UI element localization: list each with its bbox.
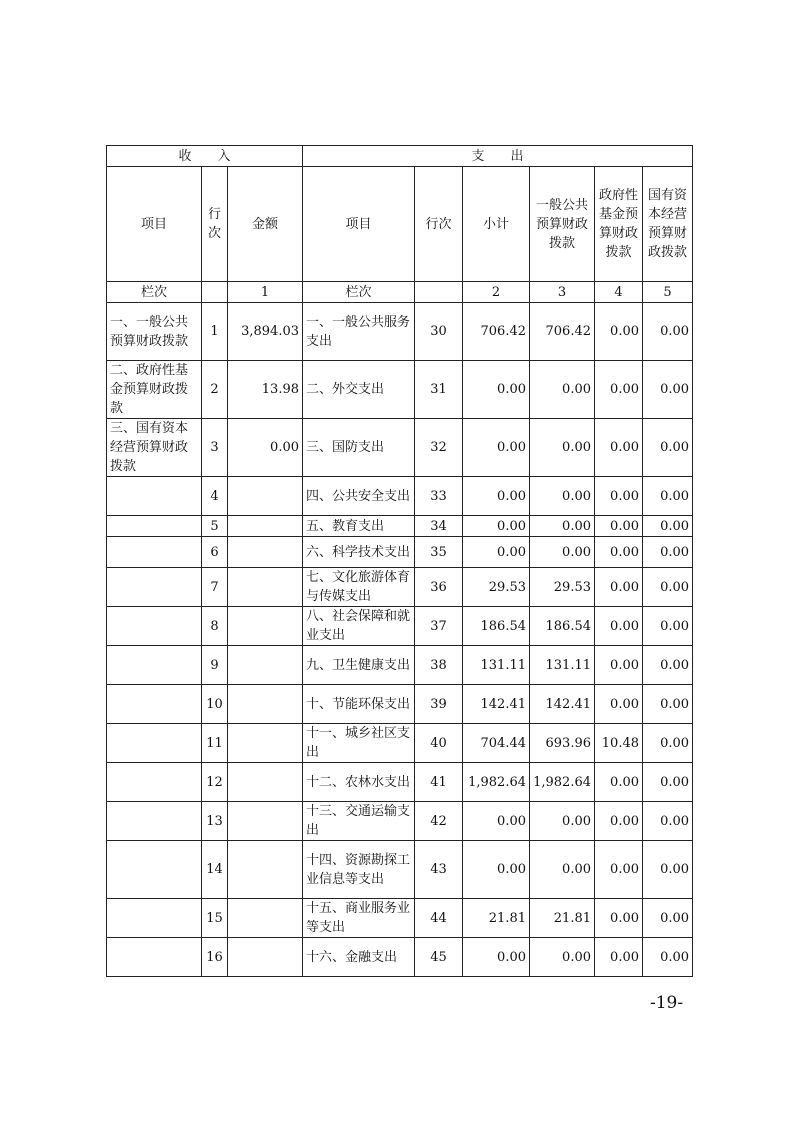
subtotal-cell: 0.00 — [463, 477, 530, 516]
income-row-cell: 7 — [202, 568, 228, 607]
general-budget-cell: 0.00 — [530, 802, 595, 841]
general-budget-cell: 693.96 — [530, 724, 595, 763]
general-budget-cell: 0.00 — [530, 361, 595, 419]
expense-item-cell: 二、外交支出 — [303, 361, 415, 419]
income-item-cell — [107, 568, 202, 607]
income-row-cell: 15 — [202, 899, 228, 938]
expense-row-cell: 34 — [415, 516, 463, 537]
gov-fund-cell: 0.00 — [595, 841, 643, 899]
subtotal-cell: 0.00 — [463, 841, 530, 899]
table-row — [107, 802, 693, 841]
table-row — [107, 938, 693, 977]
income-row-cell: 11 — [202, 724, 228, 763]
state-capital-cell: 0.00 — [643, 724, 693, 763]
income-item-cell: 二、政府性基金预算财政拨款 — [107, 361, 202, 419]
income-row-cell: 3 — [202, 419, 228, 477]
table-row — [107, 516, 693, 537]
general-budget-cell: 186.54 — [530, 607, 595, 646]
income-amount-cell — [228, 646, 303, 685]
gov-fund-cell: 0.00 — [595, 685, 643, 724]
income-amount-cell: 13.98 — [228, 361, 303, 419]
table-row — [107, 361, 693, 419]
state-capital-cell: 0.00 — [643, 607, 693, 646]
general-budget-cell: 0.00 — [530, 938, 595, 977]
income-row-cell: 12 — [202, 763, 228, 802]
expense-item-cell: 十二、农林水支出 — [303, 763, 415, 802]
expense-row-cell: 40 — [415, 724, 463, 763]
income-amount-cell — [228, 607, 303, 646]
expense-row-cell: 45 — [415, 938, 463, 977]
col-state-capital: 国有资本经营预算财政拨款 — [643, 167, 693, 282]
income-row-cell: 1 — [202, 303, 228, 361]
expense-item-cell: 三、国防支出 — [303, 419, 415, 477]
gov-fund-cell: 0.00 — [595, 899, 643, 938]
state-capital-cell: 0.00 — [643, 646, 693, 685]
income-row-cell: 16 — [202, 938, 228, 977]
income-row-cell: 4 — [202, 477, 228, 516]
col-index-empty — [202, 282, 228, 303]
income-amount-cell — [228, 763, 303, 802]
expense-item-cell: 十一、城乡社区支出 — [303, 724, 415, 763]
gov-fund-cell: 0.00 — [595, 303, 643, 361]
expense-row-cell: 31 — [415, 361, 463, 419]
state-capital-cell: 0.00 — [643, 303, 693, 361]
income-item-cell — [107, 685, 202, 724]
table-row — [107, 568, 693, 607]
col-index-label: 栏次 — [107, 282, 202, 303]
col-index-empty-2 — [415, 282, 463, 303]
expense-item-cell: 六、科学技术支出 — [303, 537, 415, 568]
expense-row-cell: 33 — [415, 477, 463, 516]
income-item-cell — [107, 841, 202, 899]
income-amount-cell: 3,894.03 — [228, 303, 303, 361]
state-capital-cell: 0.00 — [643, 537, 693, 568]
section-header-row — [107, 146, 693, 167]
income-item-cell — [107, 477, 202, 516]
gov-fund-cell: 0.00 — [595, 568, 643, 607]
state-capital-cell: 0.00 — [643, 763, 693, 802]
gov-fund-cell: 0.00 — [595, 646, 643, 685]
table-row — [107, 685, 693, 724]
expense-item-cell: 一、一般公共服务支出 — [303, 303, 415, 361]
expense-header: 支 出 — [303, 146, 693, 167]
col-general: 一般公共预算财政拨款 — [530, 167, 595, 282]
gov-fund-cell: 0.00 — [595, 763, 643, 802]
income-row-cell: 8 — [202, 607, 228, 646]
general-budget-cell: 0.00 — [530, 419, 595, 477]
table-row — [107, 303, 693, 361]
expense-row-cell: 44 — [415, 899, 463, 938]
general-budget-cell: 131.11 — [530, 646, 595, 685]
col-item: 项目 — [107, 167, 202, 282]
state-capital-cell: 0.00 — [643, 477, 693, 516]
expense-item-cell: 十四、资源勘探工业信息等支出 — [303, 841, 415, 899]
income-item-cell — [107, 802, 202, 841]
page-number: -19- — [650, 993, 684, 1013]
col-row2: 行次 — [415, 167, 463, 282]
income-amount-cell — [228, 938, 303, 977]
col-gov-fund: 政府性基金预算财政拨款 — [595, 167, 643, 282]
expense-row-cell: 39 — [415, 685, 463, 724]
table-row — [107, 841, 693, 899]
general-budget-cell: 0.00 — [530, 477, 595, 516]
general-budget-cell: 21.81 — [530, 899, 595, 938]
state-capital-cell: 0.00 — [643, 802, 693, 841]
gov-fund-cell: 0.00 — [595, 477, 643, 516]
col-index-2: 2 — [463, 282, 530, 303]
expense-row-cell: 30 — [415, 303, 463, 361]
subtotal-cell: 186.54 — [463, 607, 530, 646]
subtotal-cell: 0.00 — [463, 516, 530, 537]
subtotal-cell: 131.11 — [463, 646, 530, 685]
state-capital-cell: 0.00 — [643, 361, 693, 419]
table-row — [107, 607, 693, 646]
state-capital-cell: 0.00 — [643, 841, 693, 899]
column-index-row — [107, 282, 693, 303]
income-amount-cell: 0.00 — [228, 419, 303, 477]
income-amount-cell — [228, 841, 303, 899]
subtotal-cell: 0.00 — [463, 537, 530, 568]
expense-row-cell: 37 — [415, 607, 463, 646]
expense-item-cell: 四、公共安全支出 — [303, 477, 415, 516]
income-item-cell — [107, 899, 202, 938]
subtotal-cell: 0.00 — [463, 802, 530, 841]
col-index-3: 3 — [530, 282, 595, 303]
gov-fund-cell: 0.00 — [595, 516, 643, 537]
income-amount-cell — [228, 685, 303, 724]
income-item-cell — [107, 763, 202, 802]
income-item-cell — [107, 646, 202, 685]
expense-item-cell: 八、社会保障和就业支出 — [303, 607, 415, 646]
gov-fund-cell: 10.48 — [595, 724, 643, 763]
income-amount-cell — [228, 537, 303, 568]
expense-row-cell: 43 — [415, 841, 463, 899]
subtotal-cell: 29.53 — [463, 568, 530, 607]
income-row-cell: 5 — [202, 516, 228, 537]
state-capital-cell: 0.00 — [643, 899, 693, 938]
income-row-cell: 14 — [202, 841, 228, 899]
income-item-cell: 一、一般公共预算财政拨款 — [107, 303, 202, 361]
expense-item-cell: 十五、商业服务业等支出 — [303, 899, 415, 938]
expense-row-cell: 36 — [415, 568, 463, 607]
table-row — [107, 724, 693, 763]
col-index-4: 4 — [595, 282, 643, 303]
income-item-cell: 三、国有资本经营预算财政拨款 — [107, 419, 202, 477]
expense-item-cell: 七、文化旅游体育与传媒支出 — [303, 568, 415, 607]
general-budget-cell: 0.00 — [530, 841, 595, 899]
gov-fund-cell: 0.00 — [595, 607, 643, 646]
income-item-cell — [107, 537, 202, 568]
income-row-cell: 6 — [202, 537, 228, 568]
income-amount-cell — [228, 802, 303, 841]
col-amount: 金额 — [228, 167, 303, 282]
gov-fund-cell: 0.00 — [595, 537, 643, 568]
table-row — [107, 537, 693, 568]
subtotal-cell: 0.00 — [463, 361, 530, 419]
gov-fund-cell: 0.00 — [595, 419, 643, 477]
income-header: 收 入 — [107, 146, 303, 167]
income-item-cell — [107, 607, 202, 646]
general-budget-cell: 0.00 — [530, 516, 595, 537]
subtotal-cell: 0.00 — [463, 419, 530, 477]
subtotal-cell: 142.41 — [463, 685, 530, 724]
subtotal-cell: 21.81 — [463, 899, 530, 938]
expense-item-cell: 五、教育支出 — [303, 516, 415, 537]
table-row — [107, 419, 693, 477]
income-row-cell: 13 — [202, 802, 228, 841]
table-row — [107, 899, 693, 938]
income-amount-cell — [228, 724, 303, 763]
col-subtotal: 小计 — [463, 167, 530, 282]
table-body — [107, 303, 693, 977]
state-capital-cell: 0.00 — [643, 938, 693, 977]
state-capital-cell: 0.00 — [643, 516, 693, 537]
income-amount-cell — [228, 477, 303, 516]
expense-row-cell: 41 — [415, 763, 463, 802]
col-item2: 项目 — [303, 167, 415, 282]
subtotal-cell: 704.44 — [463, 724, 530, 763]
general-budget-cell: 1,982.64 — [530, 763, 595, 802]
state-capital-cell: 0.00 — [643, 685, 693, 724]
col-index-5: 5 — [643, 282, 693, 303]
income-row-cell: 2 — [202, 361, 228, 419]
gov-fund-cell: 0.00 — [595, 361, 643, 419]
table-row — [107, 646, 693, 685]
col-row: 行次 — [202, 167, 228, 282]
income-row-cell: 9 — [202, 646, 228, 685]
state-capital-cell: 0.00 — [643, 419, 693, 477]
expense-row-cell: 32 — [415, 419, 463, 477]
income-item-cell — [107, 516, 202, 537]
subtotal-cell: 706.42 — [463, 303, 530, 361]
general-budget-cell: 706.42 — [530, 303, 595, 361]
expense-item-cell: 十六、金融支出 — [303, 938, 415, 977]
column-header-row — [107, 167, 693, 282]
table-row — [107, 763, 693, 802]
expense-row-cell: 38 — [415, 646, 463, 685]
expense-item-cell: 十三、交通运输支出 — [303, 802, 415, 841]
subtotal-cell: 1,982.64 — [463, 763, 530, 802]
expense-item-cell: 十、节能环保支出 — [303, 685, 415, 724]
general-budget-cell: 0.00 — [530, 537, 595, 568]
col-index-1: 1 — [228, 282, 303, 303]
expense-row-cell: 35 — [415, 537, 463, 568]
general-budget-cell: 142.41 — [530, 685, 595, 724]
state-capital-cell: 0.00 — [643, 568, 693, 607]
income-amount-cell — [228, 568, 303, 607]
gov-fund-cell: 0.00 — [595, 802, 643, 841]
expense-row-cell: 42 — [415, 802, 463, 841]
expense-item-cell: 九、卫生健康支出 — [303, 646, 415, 685]
subtotal-cell: 0.00 — [463, 938, 530, 977]
gov-fund-cell: 0.00 — [595, 938, 643, 977]
income-item-cell — [107, 724, 202, 763]
income-amount-cell — [228, 516, 303, 537]
income-row-cell: 10 — [202, 685, 228, 724]
col-index-label-2: 栏次 — [303, 282, 415, 303]
income-amount-cell — [228, 899, 303, 938]
budget-table — [106, 145, 693, 977]
general-budget-cell: 29.53 — [530, 568, 595, 607]
income-item-cell — [107, 938, 202, 977]
table-row — [107, 477, 693, 516]
